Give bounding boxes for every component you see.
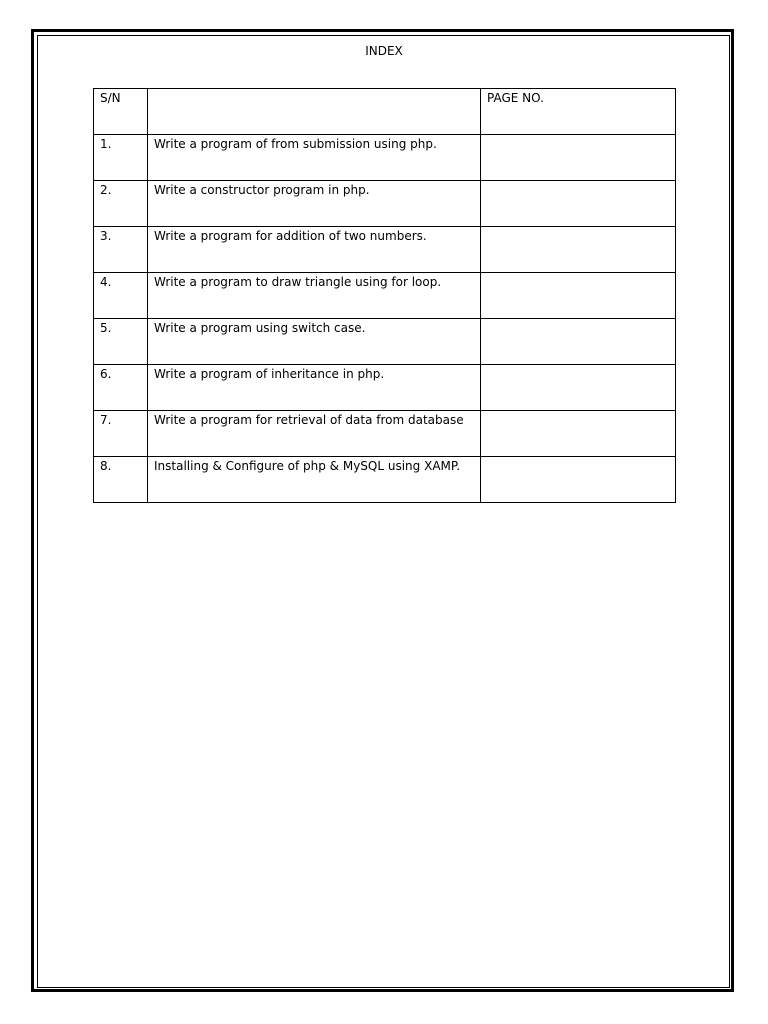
row-title: Write a constructor program in php. <box>148 181 481 227</box>
row-page-no <box>481 227 676 273</box>
row-title: Write a program for addition of two numbers. <box>148 227 481 273</box>
row-sn: 3. <box>94 227 148 273</box>
table-row <box>94 273 676 319</box>
row-sn: 7. <box>94 411 148 457</box>
row-title: Write a program to draw triangle using for loop. <box>148 273 481 319</box>
row-page-no <box>481 457 676 503</box>
header-title <box>148 89 481 135</box>
table-row <box>94 227 676 273</box>
header-sn: S/N <box>94 89 148 135</box>
row-page-no <box>481 135 676 181</box>
table-row <box>94 135 676 181</box>
row-page-no <box>481 365 676 411</box>
row-sn: 6. <box>94 365 148 411</box>
table-row <box>94 181 676 227</box>
header-page-no: PAGE NO. <box>481 89 676 135</box>
index-table <box>93 88 676 503</box>
row-page-no <box>481 319 676 365</box>
row-page-no <box>481 181 676 227</box>
table-row <box>94 365 676 411</box>
row-sn: 2. <box>94 181 148 227</box>
row-title: Write a program of from submission using php. <box>148 135 481 181</box>
table-row <box>94 457 676 503</box>
row-title: Installing & Configure of php & MySQL using XAMP. <box>148 457 481 503</box>
row-title: Write a program using switch case. <box>148 319 481 365</box>
row-sn: 1. <box>94 135 148 181</box>
page-title: INDEX <box>365 44 403 58</box>
row-page-no <box>481 411 676 457</box>
row-sn: 8. <box>94 457 148 503</box>
table-row <box>94 319 676 365</box>
row-title: Write a program for retrieval of data from database <box>148 411 481 457</box>
table-header-row <box>94 89 676 135</box>
row-sn: 5. <box>94 319 148 365</box>
row-sn: 4. <box>94 273 148 319</box>
row-title: Write a program of inheritance in php. <box>148 365 481 411</box>
row-page-no <box>481 273 676 319</box>
table-row <box>94 411 676 457</box>
